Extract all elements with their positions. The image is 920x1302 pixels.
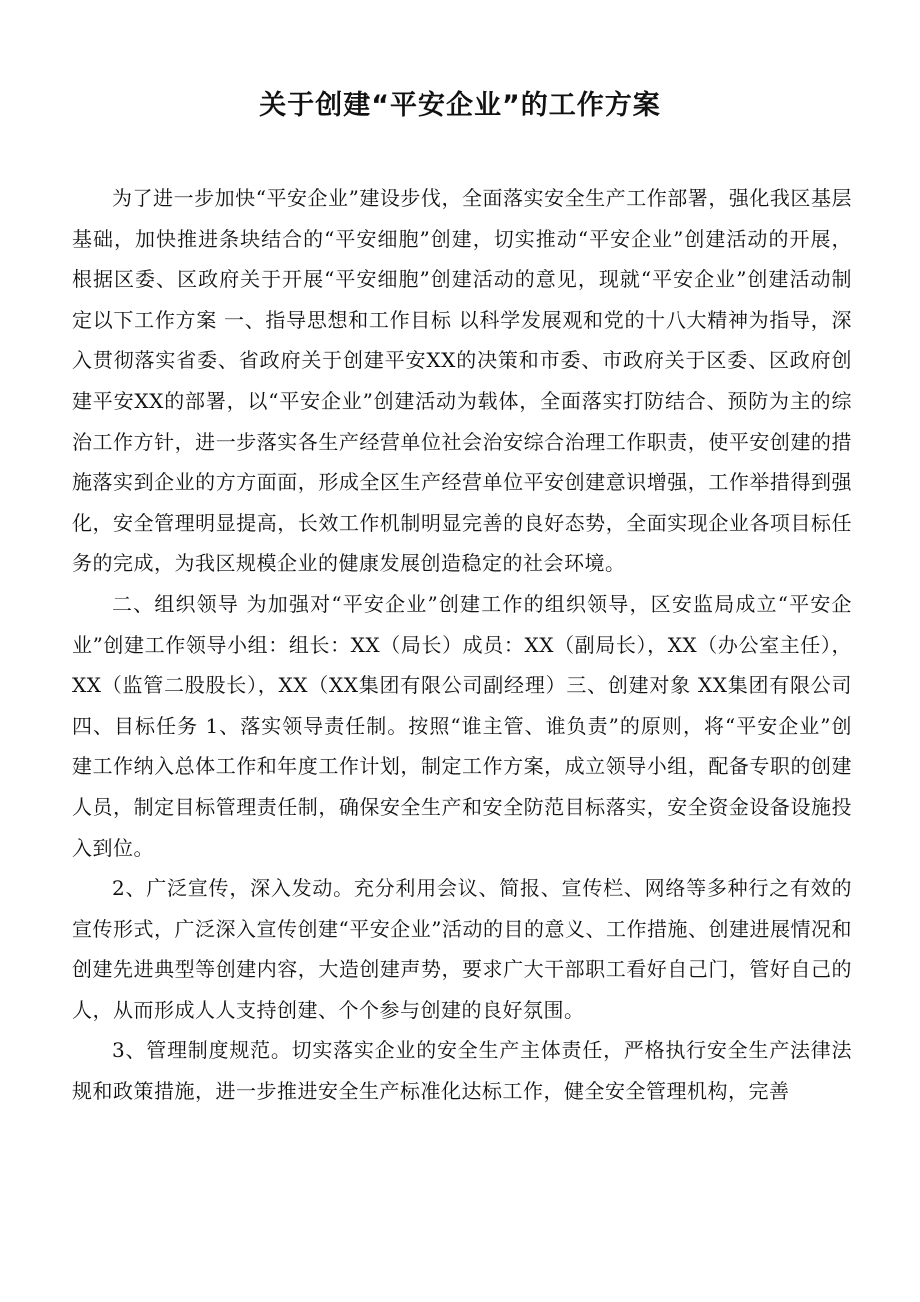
paragraph-organization: 二、组织领导 为加强对“平安企业”创建工作的组织领导，区安监局成立“平安企业”创建工作领导小组：组长：XX（局长）成员：XX（副局长），XX（办公室主任），XX（监管二股股长），XX（XX集团有限公司副经理）三、创建对象 XX集团有限公司 四、目标任务 1、落实领导责任制。按照“谁主管、谁负责”的原则，将“平安企业”创建工作纳入总体工作和年度工作计划，制定工作方案，成立领导小组，配备专职的创建人员，制定目标管理责任制，确保安全生产和安全防范目标落实，安全资金设备设施投入到位。 [72, 591, 852, 860]
document-title: 关于创建“平安企业”的工作方案 [259, 90, 661, 121]
paragraph-management: 3、管理制度规范。切实落实企业的安全生产主体责任，严格执行安全生产法律法规和政策措施，进一步推进安全生产标准化达标工作，健全安全管理机构，完善 [72, 1038, 852, 1104]
paragraph-intro: 为了进一步加快“平安企业”建设步伐，全面落实安全生产工作部署，强化我区基层基础，加快推进条块结合的“平安细胞”创建，切实推动“平安企业”创建活动的开展，根据区委、区政府关于开展“平安细胞”创建活动的意见，现就“平安企业”创建活动制定以下工作方案 一、指导思想和工作目标 以科学发展观和党的十八大精神为指导，深入贯彻落实省委、省政府关于创建平安XX的决策和市委、市政府关于区委、区政府创建平安XX的部署，以“平安企业”创建活动为载体，全面落实打防结合、预防为主的综治工作方针，进一步落实各生产经营单位社会治安综合治理工作职责，使平安创建的措施落实到企业的方方面面，形成全区生产经营单位平安创建意识增强，工作举措得到强化，安全管理明显提高，长效工作机制明显完善的良好态势，全面实现企业各项目标任务的完成，为我区规模企业的健康发展创造稳定的社会环境。 [72, 186, 852, 576]
paragraph-publicity: 2、广泛宣传，深入发动。充分利用会议、简报、宣传栏、网络等多种行之有效的宣传形式，广泛深入宣传创建“平安企业”活动的目的意义、工作措施、创建进展情况和创建先进典型等创建内容，大造创建声势，要求广大干部职工看好自己门，管好自己的人，从而形成人人支持创建、个个参与创建的良好氛围。 [72, 876, 852, 1022]
document-body [72, 178, 852, 1112]
